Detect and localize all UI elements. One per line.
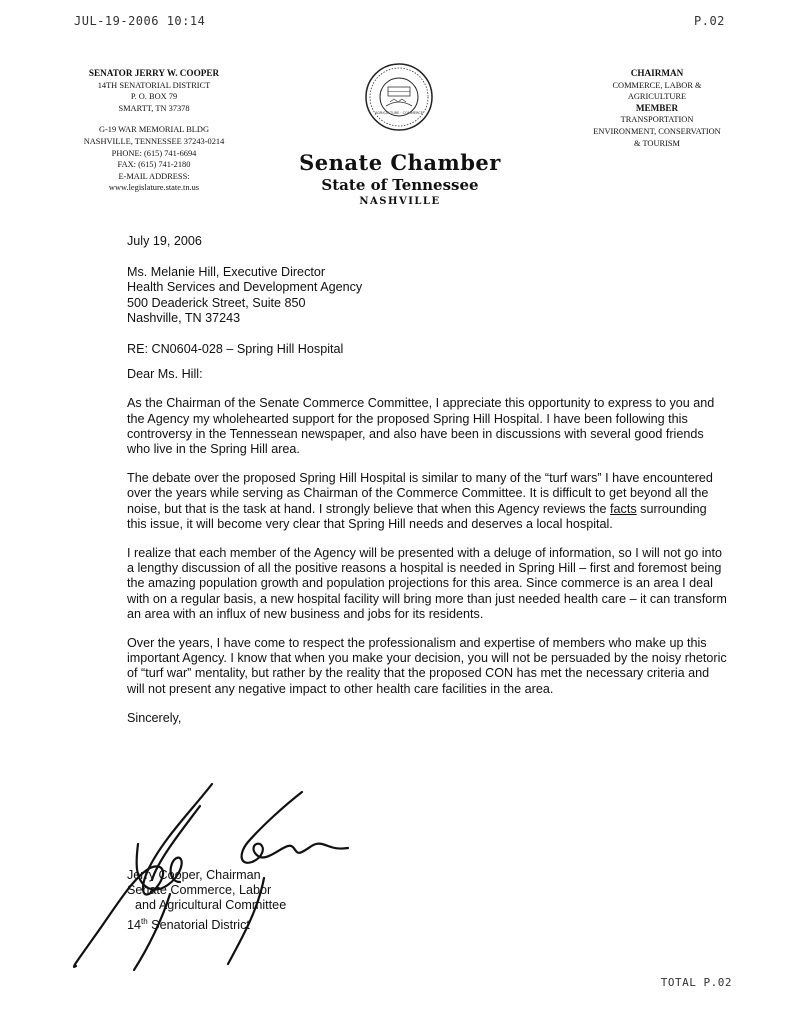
member-committee-2: ENVIRONMENT, CONSERVATION: [593, 126, 721, 136]
website: www.legislature.state.tn.us: [108, 183, 200, 193]
letterhead-center: [280, 150, 520, 207]
city-title: NASHVILLE: [359, 196, 441, 207]
handwritten-signature: [52, 770, 372, 990]
paragraph-1: As the Chairman of the Senate Commerce Committee, I appreciate this opportunity to express to you and the Agency my wholehearted support for the proposed Spring Hill Hospital. I have been following this controversy in the Tennessean newspaper, and also have been in discussions with several good friends who live in the Spring Hill area.: [127, 396, 715, 457]
senator-name: SENATOR JERRY W. COOPER: [88, 68, 220, 78]
recipient-line: Ms. Melanie Hill, Executive Director: [127, 265, 326, 280]
senate-chamber-title: Senate Chamber: [299, 150, 501, 175]
recipient-address: [127, 265, 727, 326]
member-label: MEMBER: [635, 102, 679, 113]
paragraph-3: I realize that each member of the Agency will be presented with a deluge of information, so I will not go into a lengthy discussion of all the positive reasons a hospital is needed in Spring Hill – first and foremost being the amazing population growth and population projections for this area. Since commerce is an area I deal with on a regular basis, a new hospital facility will bring more than just needed health care – it can transform an area with an influx of new business and jobs for its residents.: [127, 546, 727, 621]
seal-text: AGRICULTURE · COMMERCE: [374, 111, 424, 115]
district-number: 14: [127, 917, 142, 932]
email-label: E-MAIL ADDRESS:: [118, 171, 190, 181]
home-city: SMARTT, TN 37378: [118, 103, 190, 113]
state-seal-icon: [364, 62, 434, 132]
fax-header-datetime: JUL-19-2006 10:14: [74, 14, 206, 28]
paragraph-4: Over the years, I have come to respect the professionalism and expertise of members who make up this important Agency. I know that when you make your decision, you will not be persuaded by the noisy rhetoric of “turf war” mentality, but rather by the reality that the proposed CON has met the necessary criteria and will not present any negative impact to other health care facilities in the area.: [127, 636, 727, 696]
fax-header-page: P.02: [694, 14, 725, 28]
signer-name: Jerry Cooper, Chairman: [127, 868, 261, 882]
letterhead-left: [44, 68, 264, 194]
office-building: G-19 WAR MEMORIAL BLDG: [98, 125, 210, 135]
signer-committee-1: Senate Commerce, Labor: [127, 883, 272, 898]
phone: PHONE: (615) 741-6694: [111, 148, 197, 158]
chairman-label: CHAIRMAN: [630, 68, 684, 78]
member-committee-1: TRANSPORTATION: [620, 115, 694, 125]
po-box: P. O. BOX 79: [130, 92, 178, 102]
district-text: Senatorial District: [147, 917, 250, 932]
recipient-line: 500 Deaderick Street, Suite 850: [127, 295, 306, 310]
office-city: NASHVILLE, TENNESSEE 37243-0214: [83, 136, 225, 146]
re-line: RE: CN0604-028 – Spring Hill Hospital: [127, 342, 344, 357]
state-title: State of Tennessee: [321, 176, 479, 194]
paragraph-2-text: The debate over the proposed Spring Hill Hospital is similar to many of the “turf wars” I have encountered over the years while serving as Chairman of the Commerce Committee. It is difficult to get beyond all the noise, but that is the task at hand. I strongly believe that when this Agency reviews the: [127, 471, 713, 516]
facts-underlined: facts: [610, 501, 637, 516]
recipient-line: Health Services and Development Agency: [127, 280, 363, 295]
district: 14TH SENATORIAL DISTRICT: [97, 80, 211, 90]
paragraph-2-text-end: surrounding this issue, it will become very clear that Spring Hill needs and deserves a local hospital.: [127, 501, 707, 531]
district-suffix: th: [141, 916, 148, 926]
paragraph-2: [127, 471, 727, 532]
letterhead-right: [548, 68, 766, 149]
letter-body: [127, 234, 727, 726]
member-committee-3: & TOURISM: [634, 138, 680, 148]
signer-committee-2: and Agricultural Committee: [135, 898, 287, 913]
chairman-committee-2: AGRICULTURE: [627, 92, 687, 102]
closing: Sincerely,: [127, 710, 182, 725]
chairman-committee-1: COMMERCE, LABOR &: [612, 80, 702, 90]
salutation: Dear Ms. Hill:: [127, 367, 203, 382]
letter-date: July 19, 2006: [127, 234, 202, 248]
fax-number: FAX: (615) 741-2180: [117, 160, 191, 170]
recipient-line: Nashville, TN 37243: [127, 310, 241, 325]
fax-total-pages: TOTAL P.02: [660, 976, 732, 989]
